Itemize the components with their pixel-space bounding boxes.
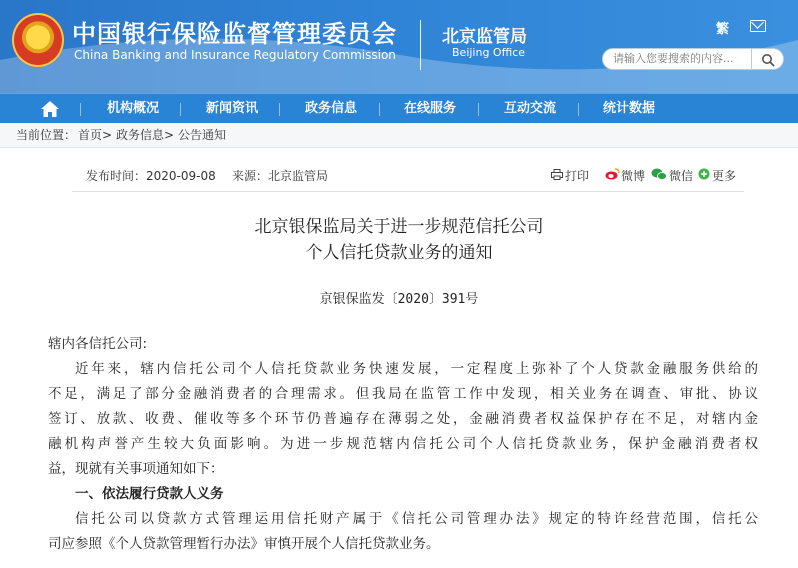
nav-separator bbox=[379, 103, 380, 116]
breadcrumb bbox=[0, 123, 798, 148]
article-meta bbox=[0, 160, 798, 186]
breadcrumb-section[interactable]: 政务信息 bbox=[116, 128, 165, 142]
nav-separator bbox=[80, 103, 81, 116]
paragraph-line: 司应参照《个人贷款管理暂行办法》审慎开展个人信托贷款业务。 bbox=[48, 536, 440, 552]
paragraph-line: 近年来，辖内信托公司个人信托贷款业务快速发展，一定程度上弥补了个人贷款金融服务供给的 bbox=[75, 361, 758, 377]
nav-item-online-services[interactable]: 在线服务 bbox=[404, 101, 457, 116]
nav-item-statistics[interactable]: 统计数据 bbox=[603, 101, 656, 116]
traditional-chinese-toggle[interactable]: 繁 bbox=[716, 22, 730, 37]
search-icon bbox=[761, 53, 775, 67]
breadcrumb-home[interactable]: 首页 bbox=[78, 128, 103, 142]
breadcrumb-separator: > bbox=[164, 128, 175, 142]
section-heading: 一、依法履行贷款人义务 bbox=[75, 486, 224, 502]
mail-icon[interactable] bbox=[750, 20, 766, 32]
publish-date: 发布时间：2020-09-08 bbox=[86, 169, 216, 183]
paragraph-line: 不足，满足了部分金融消费者的合理需求。但我局在监管工作中发现，相关业务在调查、审批、协议 bbox=[48, 386, 758, 402]
article-source: 来源：北京监管局 bbox=[232, 169, 329, 183]
article-title-line1: 北京银保监局关于进一步规范信托公司 bbox=[254, 217, 544, 237]
home-icon[interactable] bbox=[40, 100, 60, 118]
paragraph-line: 签订、放款、收费、催收等多个环节仍普遍存在薄弱之处，金融消费者权益保护存在不足，对辖内金 bbox=[48, 411, 758, 427]
nav-item-interaction[interactable]: 互动交流 bbox=[504, 101, 557, 116]
nav-item-government-info[interactable]: 政务信息 bbox=[305, 101, 358, 116]
search-button[interactable] bbox=[752, 48, 784, 70]
paragraph-line: 信托公司以贷款方式管理运用信托财产属于《信托公司管理办法》规定的特许经营范围，信托公 bbox=[75, 511, 758, 527]
nav-separator bbox=[180, 103, 181, 116]
weibo-icon[interactable] bbox=[605, 168, 620, 180]
document-number: 京银保监发〔2020〕391号 bbox=[319, 292, 479, 307]
main-nav bbox=[0, 93, 798, 124]
article-body bbox=[48, 332, 758, 557]
office-name-en: Beijing Office bbox=[452, 46, 526, 59]
national-emblem-icon: ★ bbox=[12, 13, 64, 67]
meta-divider bbox=[72, 191, 744, 192]
weibo-share-link[interactable]: 微博 bbox=[621, 169, 646, 183]
paragraph-line: 益，现就有关事项通知如下： bbox=[48, 461, 224, 477]
breadcrumb-separator: > bbox=[102, 128, 113, 142]
paragraph-line: 融机构声誉产生较大负面影响。为进一步规范辖内信托公司个人信托贷款业务，保护金融消费者权 bbox=[48, 436, 758, 452]
nav-item-about[interactable]: 机构概况 bbox=[107, 101, 160, 116]
nav-item-news[interactable]: 新闻资讯 bbox=[206, 101, 259, 116]
nav-separator bbox=[279, 103, 280, 116]
org-name-en: China Banking and Insurance Regulatory Commission bbox=[74, 48, 396, 62]
nav-separator bbox=[478, 103, 479, 116]
print-icon[interactable] bbox=[551, 169, 563, 180]
more-share-icon[interactable] bbox=[698, 168, 710, 180]
site-header bbox=[0, 0, 798, 93]
salutation: 辖内各信托公司: bbox=[48, 336, 148, 352]
nav-separator bbox=[578, 103, 579, 116]
breadcrumb-prefix: 当前位置： bbox=[16, 128, 77, 142]
article-title-line2: 个人信托贷款业务的通知 bbox=[305, 243, 493, 263]
more-share-link[interactable]: 更多 bbox=[712, 169, 737, 183]
wechat-icon[interactable] bbox=[651, 168, 667, 180]
breadcrumb-current[interactable]: 公告通知 bbox=[178, 128, 227, 142]
wechat-share-link[interactable]: 微信 bbox=[669, 169, 694, 183]
search-input[interactable]: 请输入您要搜索的内容... bbox=[602, 48, 752, 70]
org-name-cn: 中国银行保险监督管理委员会 bbox=[72, 20, 397, 48]
print-link[interactable]: 打印 bbox=[565, 169, 590, 183]
header-divider bbox=[420, 20, 421, 70]
office-name-cn: 北京监管局 bbox=[442, 27, 527, 47]
